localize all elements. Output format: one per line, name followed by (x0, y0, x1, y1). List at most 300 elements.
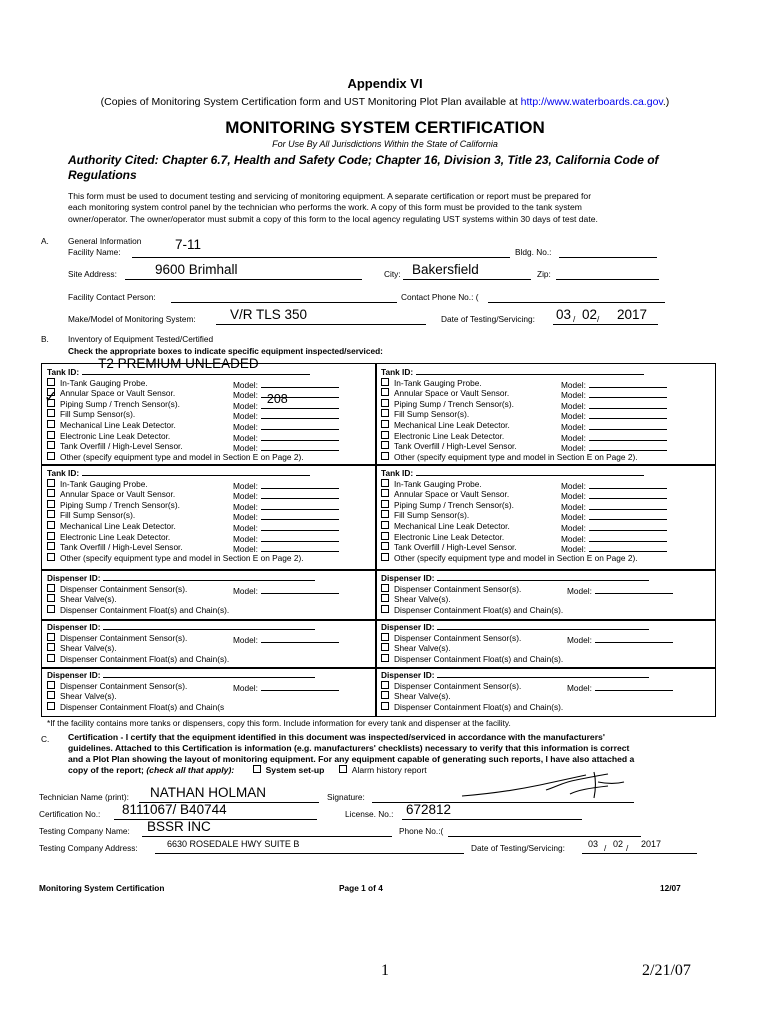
copies-note: (Copies of Monitoring System Certification form and UST Monitoring Plot Plan available at http://www.waterboards.ca.gov.) (100, 96, 670, 108)
cert-no-value: 8111067/ B40744 (122, 802, 227, 817)
tank-1-item-6 (47, 431, 373, 442)
dispenser-id-4-label: Dispenser ID: (381, 622, 435, 632)
contact-phone-field[interactable] (488, 293, 665, 303)
tank-4-item-6-model-field[interactable] (589, 532, 667, 542)
city-value: Bakersfield (412, 262, 479, 277)
tank-2-item-4-model-field[interactable] (589, 409, 667, 419)
make-model-label: Make/Model of Monitoring System: (68, 314, 196, 324)
page-number: 1 (381, 962, 389, 979)
tank-2-item-3-model-label: Model: (561, 400, 586, 411)
tank-id-2-header (381, 365, 707, 378)
dispenser-6-item-1-model-field[interactable] (595, 681, 673, 691)
tank-2-item-2-model-field[interactable] (589, 388, 667, 398)
tank-4-item-1-checkbox[interactable] (381, 479, 389, 487)
tank-4-item-2-model-label: Model: (561, 491, 586, 502)
dispenser-id-5-label: Dispenser ID: (47, 670, 101, 680)
tank-3-item-8-checkbox[interactable] (47, 553, 55, 561)
company-phone-field[interactable] (448, 827, 641, 837)
tank-1-item-1-model-field[interactable] (261, 378, 339, 388)
dispenser-4-item-3 (381, 654, 707, 665)
dispenser-2-item-3 (381, 605, 707, 616)
company-date-slash-2: / (626, 843, 629, 853)
tank-block-1 (44, 356, 373, 462)
tank-1-item-1-label: In-Tank Gauging Probe. (60, 377, 148, 388)
tank-3-item-7-model-label: Model: (233, 544, 258, 555)
dispenser-3-item-3 (47, 654, 373, 665)
tank-3-item-8-label: Other (specify equipment type and model in Section E on Page 2). (60, 552, 304, 563)
tank-4-item-2-model-field[interactable] (589, 489, 667, 499)
tank-2-item-6-label: Electronic Line Leak Detector. (394, 430, 505, 441)
dispenser-5-item-1-checkbox[interactable] (47, 681, 55, 689)
tank-3-item-7-model-field[interactable] (261, 542, 339, 552)
page-date: 2/21/07 (642, 962, 691, 979)
test-date-month: 03 (556, 307, 572, 322)
tank-2-item-8 (381, 452, 707, 463)
tank-1-item-3-model-value: 208 (266, 391, 288, 406)
dispenser-3-item-3-label: Dispenser Containment Float(s) and Chain(s). (60, 653, 230, 664)
tank-4-item-1 (381, 479, 707, 490)
tank-4-item-8-label: Other (specify equipment type and model in Section E on Page 2). (394, 552, 638, 563)
dispenser-id-4-field[interactable] (437, 620, 649, 630)
dispenser-2-item-1-model-field[interactable] (595, 584, 673, 594)
tank-id-1-field[interactable] (82, 356, 310, 375)
tank-3-item-8 (47, 553, 373, 564)
tank-1-item-3-label: Piping Sump / Trench Sensor(s). (60, 398, 180, 409)
tank-id-1-header (47, 356, 373, 378)
dispenser-2-item-2-checkbox[interactable] (381, 594, 389, 602)
dispenser-id-2-field[interactable] (437, 571, 649, 581)
tank-4-item-3-label: Piping Sump / Trench Sensor(s). (394, 499, 514, 510)
tank-3-item-2-model-label: Model: (233, 491, 258, 502)
dispenser-5-item-2 (47, 691, 373, 702)
dispenser-4-item-3-label: Dispenser Containment Float(s) and Chain(s). (394, 653, 564, 664)
tank-2-item-1-model-label: Model: (561, 379, 586, 390)
tank-1-item-5 (47, 420, 373, 431)
tank-1-item-4 (47, 409, 373, 420)
dispenser-4-item-3-checkbox[interactable] (381, 654, 389, 662)
tank-2-item-8-checkbox[interactable] (381, 452, 389, 460)
tank-2-item-1-model-field[interactable] (589, 378, 667, 388)
dispenser-1-item-3 (47, 605, 373, 616)
tank-1-item-2-label: Annular Space or Vault Sensor. (60, 388, 176, 399)
tank-2-item-1 (381, 378, 707, 389)
dispenser-6-item-2 (381, 691, 707, 702)
intro-paragraph: This form must be used to document testing and servicing of monitoring equipment. A separate certification or report must be prepared for each monitoring system control panel by the technician who performs the work. A copy of this form must be provided to the tank system owner/operator. The owner/operator must submit a copy of this form to the local agency regulating UST systems within 30 days of test date. (68, 191, 598, 224)
waterboards-link[interactable]: http://www.waterboards.ca.gov (520, 96, 663, 108)
dispenser-3-item-3-checkbox[interactable] (47, 654, 55, 662)
dispenser-4-item-1-checkbox[interactable] (381, 633, 389, 641)
company-date-label: Date of Testing/Servicing: (471, 843, 565, 853)
authority-cited: Authority Cited: Chapter 6.7, Health and Safety Code; Chapter 16, Division 3, Title 23, California Code of Regulations (68, 153, 659, 182)
dispenser-id-2-label: Dispenser ID: (381, 573, 435, 583)
tank-1-item-3-model-field[interactable] (261, 391, 339, 409)
tank-1-item-2-model-label: Model: (233, 390, 258, 401)
grid-divider (375, 363, 377, 717)
dispenser-1-item-1 (47, 584, 373, 595)
tank-3-item-1-model-field[interactable] (261, 479, 339, 489)
dispenser-1-item-1-model-field[interactable] (261, 584, 339, 594)
tank-1-item-8-label: Other (specify equipment type and model in Section E on Page 2). (60, 451, 304, 462)
tank-4-item-6 (381, 532, 707, 543)
tank-2-item-7-label: Tank Overfill / High-Level Sensor. (394, 441, 517, 452)
dispenser-1-item-3-label: Dispenser Containment Float(s) and Chain(s). (60, 604, 230, 615)
tank-3-item-4-checkbox[interactable] (47, 510, 55, 518)
tech-name-value: NATHAN HOLMAN (150, 785, 267, 800)
dispenser-id-3-label: Dispenser ID: (47, 622, 101, 632)
tank-1-item-1-checkbox[interactable] (47, 378, 55, 386)
tank-2-item-6-model-label: Model: (561, 432, 586, 443)
tank-3-item-4-model-label: Model: (233, 512, 258, 523)
tank-2-item-4-model-label: Model: (561, 411, 586, 422)
footer-revision: 12/07 (660, 883, 681, 893)
tank-3-item-2-checkbox[interactable] (47, 489, 55, 497)
tank-id-3-header (47, 466, 373, 479)
dispenser-2-item-1-model-label: Model: (567, 585, 592, 596)
dispenser-block-5 (47, 668, 373, 712)
tank-4-item-3-checkbox[interactable] (381, 500, 389, 508)
tank-3-item-7-checkbox[interactable] (47, 542, 55, 550)
dispenser-3-item-1-model-label: Model: (233, 634, 258, 645)
tank-4-item-6-checkbox[interactable] (381, 532, 389, 540)
tank-2-item-5-checkbox[interactable] (381, 420, 389, 428)
city-label: City: (384, 269, 401, 279)
section-c-letter: C. (41, 734, 50, 744)
dispenser-4-item-1-model-label: Model: (567, 634, 592, 645)
facility-name-label: Facility Name: (68, 247, 121, 257)
dispenser-6-item-1-label: Dispenser Containment Sensor(s). (394, 680, 522, 691)
tech-name-label: Technician Name (print): (39, 792, 129, 802)
tank-4-item-1-label: In-Tank Gauging Probe. (394, 478, 482, 489)
tank-1-item-7-checkbox[interactable] (47, 441, 55, 449)
section-b-instruction: Check the appropriate boxes to indicate specific equipment inspected/serviced: (68, 346, 383, 356)
tank-4-item-2 (381, 489, 707, 500)
dispenser-1-item-1-checkbox[interactable] (47, 584, 55, 592)
system-setup-label: System set-up (265, 765, 325, 775)
tank-2-item-3-checkbox[interactable] (381, 399, 389, 407)
tank-2-item-4-checkbox[interactable] (381, 409, 389, 417)
tank-3-item-2-label: Annular Space or Vault Sensor. (60, 489, 176, 500)
dispenser-4-item-1-model-field[interactable] (595, 633, 673, 643)
dispenser-block-1 (47, 571, 373, 615)
tank-4-item-3 (381, 500, 707, 511)
dispenser-6-item-1-checkbox[interactable] (381, 681, 389, 689)
dispenser-2-item-1 (381, 584, 707, 595)
tank-4-item-4-model-field[interactable] (589, 510, 667, 520)
tank-2-item-2-model-label: Model: (561, 390, 586, 401)
tank-1-item-1 (47, 378, 373, 389)
tank-id-4-field[interactable] (416, 466, 644, 476)
tank-3-item-6 (47, 532, 373, 543)
dispenser-id-5-field[interactable] (103, 668, 315, 678)
tank-3-item-2 (47, 489, 373, 500)
company-address-value: 6630 ROSEDALE HWY SUITE B (167, 839, 300, 849)
tank-2-item-6-model-field[interactable] (589, 431, 667, 441)
tank-1-item-5-checkbox[interactable] (47, 420, 55, 428)
tank-1-item-7 (47, 441, 373, 452)
dispenser-4-item-1-label: Dispenser Containment Sensor(s). (394, 632, 522, 643)
test-date-year: 2017 (617, 307, 648, 322)
tank-3-item-1-checkbox[interactable] (47, 479, 55, 487)
tank-4-item-1-model-field[interactable] (589, 479, 667, 489)
tank-3-item-5 (47, 521, 373, 532)
appendix-title: Appendix VI (347, 76, 423, 91)
tank-id-1-value: T2 PREMIUM UNLEADED (98, 356, 259, 371)
dispenser-block-6 (381, 668, 707, 712)
dispenser-2-item-1-checkbox[interactable] (381, 584, 389, 592)
dispenser-3-item-2-checkbox[interactable] (47, 643, 55, 651)
form-subtitle: For Use By All Jurisdictions Within the State of California (272, 139, 498, 149)
company-address-label: Testing Company Address: (39, 843, 138, 853)
tank-4-item-7 (381, 542, 707, 553)
tank-3-item-6-model-field[interactable] (261, 532, 339, 542)
company-phone-label: Phone No.:( (399, 826, 444, 836)
tank-2-item-8-label: Other (specify equipment type and model in Section E on Page 2). (394, 451, 638, 462)
tank-4-item-2-label: Annular Space or Vault Sensor. (394, 489, 510, 500)
tank-3-item-3 (47, 500, 373, 511)
test-date-day: 02 (582, 307, 598, 322)
tank-3-item-1-model-label: Model: (233, 480, 258, 491)
tank-3-item-4-label: Fill Sump Sensor(s). (60, 510, 136, 521)
alarm-history-checkbox[interactable] (339, 765, 347, 773)
tank-3-item-1 (47, 479, 373, 490)
license-label: License. No.: (345, 809, 394, 819)
dispenser-6-item-3-checkbox[interactable] (381, 702, 389, 710)
tank-3-item-3-label: Piping Sump / Trench Sensor(s). (60, 499, 180, 510)
tank-1-item-4-model-field[interactable] (261, 409, 339, 419)
dispenser-1-item-2-checkbox[interactable] (47, 594, 55, 602)
tank-4-item-3-model-field[interactable] (589, 500, 667, 510)
tank-4-item-2-checkbox[interactable] (381, 489, 389, 497)
tank-1-item-3-model-label: Model: (233, 400, 258, 411)
company-date-year: 2017 (641, 839, 662, 849)
tank-2-item-1-checkbox[interactable] (381, 378, 389, 386)
tank-4-item-7-checkbox[interactable] (381, 542, 389, 550)
tank-4-item-8-checkbox[interactable] (381, 553, 389, 561)
tank-block-4 (381, 466, 707, 563)
tank-id-1-label: Tank ID: (47, 367, 80, 377)
grid-footnote: *If the facility contains more tanks or dispensers, copy this form. Include information for every tank and dispenser at the facility. (47, 718, 511, 728)
dispenser-3-item-1-checkbox[interactable] (47, 633, 55, 641)
tank-2-item-5-model-field[interactable] (589, 420, 667, 430)
test-date-slash-1: / (573, 314, 576, 324)
tank-2-item-2-label: Annular Space or Vault Sensor. (394, 388, 510, 399)
tank-1-item-4-label: Fill Sump Sensor(s). (60, 409, 136, 420)
dispenser-id-3-field[interactable] (103, 620, 315, 630)
section-b-letter: B. (41, 334, 49, 344)
dispenser-3-item-2-label: Shear Valve(s). (60, 643, 117, 654)
tank-2-item-7-checkbox[interactable] (381, 441, 389, 449)
tank-id-3-label: Tank ID: (47, 468, 80, 478)
zip-label: Zip: (537, 269, 551, 279)
tank-1-item-8-checkbox[interactable] (47, 452, 55, 460)
dispenser-id-5-header (47, 668, 373, 681)
contact-person-label: Facility Contact Person: (68, 292, 156, 302)
tank-3-item-7-label: Tank Overfill / High-Level Sensor. (60, 542, 183, 553)
tank-2-item-5-model-label: Model: (561, 421, 586, 432)
tank-4-item-3-model-label: Model: (561, 501, 586, 512)
dispenser-6-item-1 (381, 681, 707, 692)
tank-1-item-7-label: Tank Overfill / High-Level Sensor. (60, 441, 183, 452)
dispenser-id-2-header (381, 571, 707, 584)
tank-1-item-7-model-label: Model: (233, 443, 258, 454)
tank-4-item-5-checkbox[interactable] (381, 521, 389, 529)
tank-4-item-5 (381, 521, 707, 532)
tank-2-item-3-model-field[interactable] (589, 399, 667, 409)
tank-3-item-6-model-label: Model: (233, 533, 258, 544)
tank-1-item-4-checkbox[interactable] (47, 409, 55, 417)
tank-id-2-label: Tank ID: (381, 367, 414, 377)
tank-1-item-6-model-field[interactable] (261, 431, 339, 441)
tank-4-item-5-model-label: Model: (561, 522, 586, 533)
dispenser-6-item-2-checkbox[interactable] (381, 691, 389, 699)
dispenser-5-item-1-label: Dispenser Containment Sensor(s). (60, 680, 188, 691)
dispenser-5-item-1-model-label: Model: (233, 682, 258, 693)
tank-2-item-7 (381, 441, 707, 452)
tank-4-item-6-label: Electronic Line Leak Detector. (394, 531, 505, 542)
tank-3-item-5-model-field[interactable] (261, 521, 339, 531)
dispenser-6-item-2-label: Shear Valve(s). (394, 691, 451, 702)
dispenser-6-item-1-model-label: Model: (567, 682, 592, 693)
dispenser-id-4-header (381, 620, 707, 633)
tank-4-item-5-model-field[interactable] (589, 521, 667, 531)
tank-4-item-8 (381, 553, 707, 564)
dispenser-1-item-3-checkbox[interactable] (47, 605, 55, 613)
dispenser-5-item-3-checkbox[interactable] (47, 702, 55, 710)
tank-2-item-4 (381, 409, 707, 420)
alarm-history-label: Alarm history report (351, 765, 427, 775)
dispenser-2-item-2 (381, 594, 707, 605)
dispenser-6-item-3 (381, 702, 707, 713)
tank-1-item-4-model-label: Model: (233, 411, 258, 422)
bldg-field[interactable] (559, 248, 657, 258)
dispenser-2-item-2-label: Shear Valve(s). (394, 594, 451, 605)
dispenser-1-item-1-label: Dispenser Containment Sensor(s). (60, 583, 188, 594)
dispenser-id-6-label: Dispenser ID: (381, 670, 435, 680)
tank-4-item-1-model-label: Model: (561, 480, 586, 491)
footer-form-name: Monitoring System Certification (39, 883, 165, 893)
section-b-heading: Inventory of Equipment Tested/Certified (68, 334, 214, 344)
dispenser-4-item-2-checkbox[interactable] (381, 643, 389, 651)
dispenser-4-item-2-label: Shear Valve(s). (394, 643, 451, 654)
dispenser-2-item-3-label: Dispenser Containment Float(s) and Chain(s). (394, 604, 564, 615)
test-date-slash-2: / (597, 314, 600, 324)
dispenser-block-2 (381, 571, 707, 615)
tank-1-item-8 (47, 452, 373, 463)
tank-1-item-6-label: Electronic Line Leak Detector. (60, 430, 171, 441)
tank-2-item-5-label: Mechanical Line Leak Detector. (394, 419, 510, 430)
tank-1-item-5-model-label: Model: (233, 421, 258, 432)
system-setup-checkbox[interactable] (253, 765, 261, 773)
tank-1-item-2 (47, 388, 373, 399)
tank-4-item-4-checkbox[interactable] (381, 510, 389, 518)
bldg-label: Bldg. No.: (515, 247, 552, 257)
tank-2-item-3 (381, 399, 707, 410)
tank-4-item-7-label: Tank Overfill / High-Level Sensor. (394, 542, 517, 553)
company-date-month: 03 (588, 839, 599, 849)
signature-image (458, 770, 628, 804)
tank-3-item-6-label: Electronic Line Leak Detector. (60, 531, 171, 542)
tank-2-item-7-model-field[interactable] (589, 441, 667, 451)
dispenser-6-item-3-label: Dispenser Containment Float(s) and Chain(s). (394, 701, 564, 712)
tank-2-item-7-model-label: Model: (561, 443, 586, 454)
license-value: 672812 (406, 802, 452, 817)
dispenser-id-6-field[interactable] (437, 668, 649, 678)
dispenser-2-item-3-checkbox[interactable] (381, 605, 389, 613)
tank-1-item-5-model-field[interactable] (261, 420, 339, 430)
company-date-slash-1: / (604, 843, 607, 853)
dispenser-5-item-1-model-field[interactable] (261, 681, 339, 691)
tank-2-item-6 (381, 431, 707, 442)
dispenser-3-item-2 (47, 643, 373, 654)
dispenser-2-item-1-label: Dispenser Containment Sensor(s). (394, 583, 522, 594)
dispenser-block-3 (47, 620, 373, 664)
dispenser-5-item-1 (47, 681, 373, 692)
make-model-value: V/R TLS 350 (230, 307, 308, 322)
tank-4-item-4 (381, 510, 707, 521)
tank-3-item-3-checkbox[interactable] (47, 500, 55, 508)
section-a-letter: A. (41, 236, 49, 246)
tank-3-item-5-model-label: Model: (233, 522, 258, 533)
tank-2-item-6-checkbox[interactable] (381, 431, 389, 439)
zip-field[interactable] (556, 270, 659, 280)
dispenser-id-1-header (47, 571, 373, 584)
tank-3-item-7 (47, 542, 373, 553)
tank-4-item-4-label: Fill Sump Sensor(s). (394, 510, 470, 521)
tank-1-item-6-checkbox[interactable] (47, 431, 55, 439)
dispenser-3-item-1-label: Dispenser Containment Sensor(s). (60, 632, 188, 643)
dispenser-5-item-3-label: Dispenser Containment Float(s) and Chain(s (60, 701, 225, 712)
tank-3-item-6-checkbox[interactable] (47, 532, 55, 540)
tank-block-2 (381, 365, 707, 462)
tank-2-item-2-checkbox[interactable] (381, 388, 389, 396)
site-address-label: Site Address: (68, 269, 117, 279)
tank-id-3-field[interactable] (82, 466, 310, 476)
tank-3-item-2-model-field[interactable] (261, 489, 339, 499)
dispenser-id-1-field[interactable] (103, 571, 315, 581)
tank-id-2-field[interactable] (416, 365, 644, 375)
tank-3-item-4-model-field[interactable] (261, 510, 339, 520)
checkmark-icon: ✓ (44, 388, 58, 406)
tank-3-item-3-model-field[interactable] (261, 500, 339, 510)
tank-1-item-7-model-field[interactable] (261, 441, 339, 451)
section-a-heading: General Information (68, 236, 142, 246)
site-address-value: 9600 Brimhall (155, 262, 238, 277)
tank-3-item-4 (47, 510, 373, 521)
contact-phone-label: Contact Phone No.: ( (401, 292, 479, 302)
dispenser-id-1-label: Dispenser ID: (47, 573, 101, 583)
dispenser-3-item-1 (47, 633, 373, 644)
tank-3-item-5-checkbox[interactable] (47, 521, 55, 529)
company-date-field[interactable] (582, 844, 697, 854)
dispenser-5-item-2-checkbox[interactable] (47, 691, 55, 699)
company-name-value: BSSR INC (147, 819, 211, 834)
dispenser-1-item-1-model-label: Model: (233, 585, 258, 596)
cert-no-label: Certification No.: (39, 809, 101, 819)
tank-3-item-1-label: In-Tank Gauging Probe. (60, 478, 148, 489)
tank-4-item-7-model-field[interactable] (589, 542, 667, 552)
footer-page-count: Page 1 of 4 (339, 883, 383, 893)
test-date-label: Date of Testing/Servicing: (441, 314, 535, 324)
company-name-label: Testing Company Name: (39, 826, 130, 836)
facility-name-value: 7-11 (175, 237, 202, 252)
tank-2-item-5 (381, 420, 707, 431)
form-title: MONITORING SYSTEM CERTIFICATION (225, 118, 545, 137)
dispenser-3-item-1-model-field[interactable] (261, 633, 339, 643)
tank-2-item-3-label: Piping Sump / Trench Sensor(s). (394, 398, 514, 409)
contact-person-field[interactable] (171, 293, 397, 303)
tank-4-item-5-label: Mechanical Line Leak Detector. (394, 520, 510, 531)
tank-4-item-4-model-label: Model: (561, 512, 586, 523)
